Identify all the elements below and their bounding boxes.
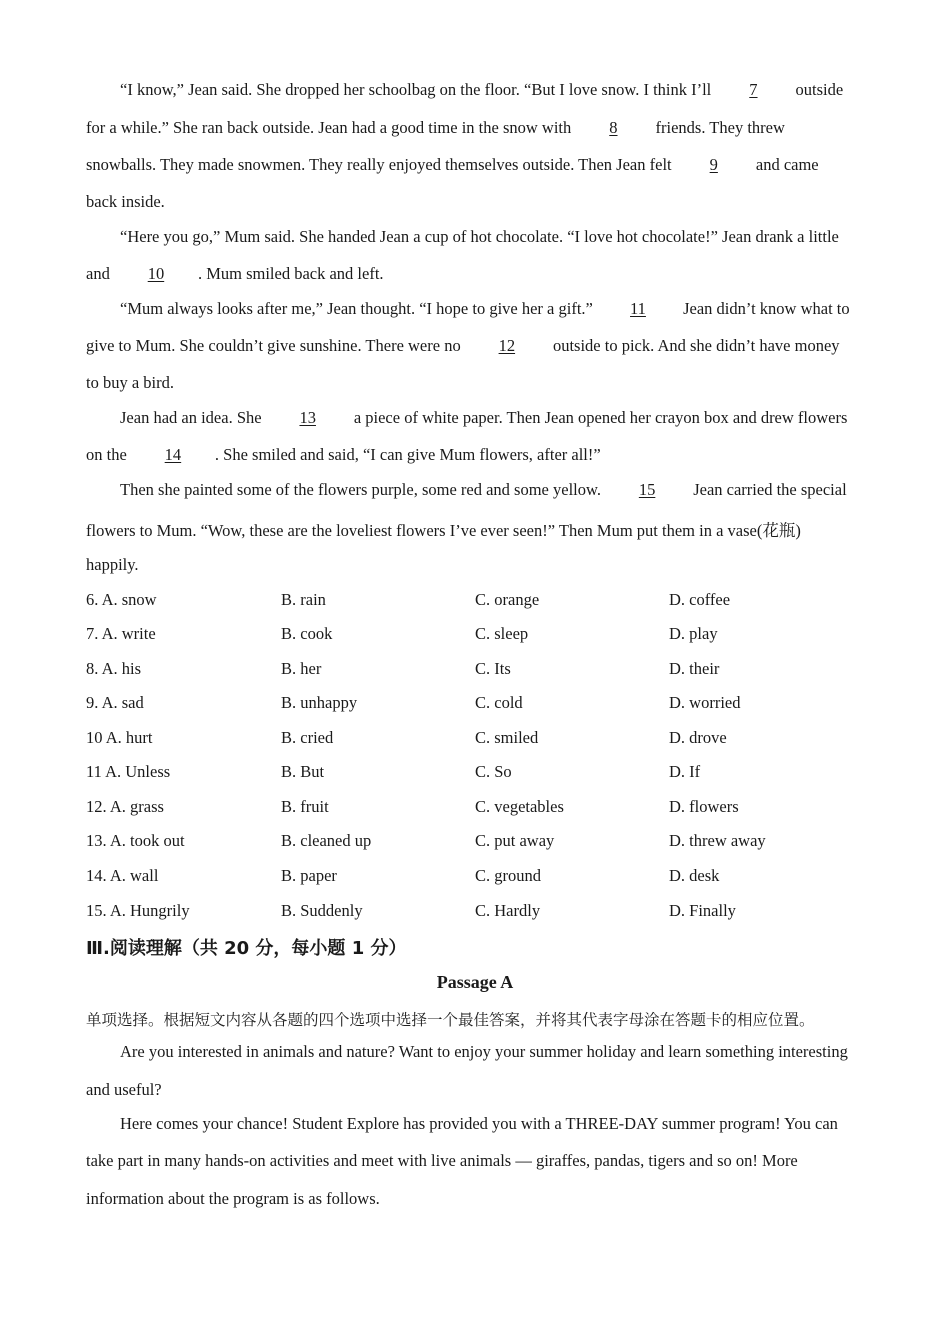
passage-line: Here comes your chance! Student Explore has provided you with a THREE-DAY summer program! You can [120,1114,838,1133]
option-a: 7. A. write [86,624,156,643]
cloze-line [86,155,819,175]
blank-7: 7 [749,80,758,99]
option-a: 8. A. his [86,659,142,678]
blank-11: 11 [630,299,646,318]
passage-line: take part in many hands-on activities and meet with live animals — giraffes, pandas, tigers and so on! More [86,1151,798,1170]
text: and [86,264,114,283]
option-d: D. threw away [669,831,766,850]
option-b: B. cried [281,728,334,747]
option-b: B. Suddenly [281,901,363,920]
option-c: C. Its [475,659,511,678]
option-a: 13. A. took out [86,831,185,850]
option-c: C. ground [475,866,541,885]
cloze-line [86,264,384,284]
option-c: C. orange [475,590,540,609]
cloze-line [120,299,850,319]
option-b: B. paper [281,866,337,885]
text: outside [791,80,844,99]
text: a piece of white paper. Then Jean opened her crayon box and drew flowers [349,408,848,427]
text: Then she painted some of the flowers purple, some red and some yellow. [120,480,606,499]
text: give to Mum. She couldn’t give sunshine. There were no [86,336,465,355]
blank-13: 13 [299,408,316,427]
option-d: D. If [669,762,701,781]
option-c: C. cold [475,693,523,712]
cloze-line [86,445,601,465]
text: on the [86,445,131,464]
option-b: B. her [281,659,322,678]
blank-15: 15 [638,480,656,499]
cloze-line [86,118,785,138]
cloze-line [120,80,843,100]
option-d: D. flowers [669,797,739,816]
option-d: D. Finally [669,901,736,920]
option-b: B. But [281,762,325,781]
option-d: D. worried [669,693,741,712]
cloze-line: happily. [86,555,139,574]
cloze-line [86,336,840,356]
cloze-line: flowers to Mum. “Wow, these are the loveliest flowers I’ve ever seen!” Then Mum put them in a vase(花瓶) [86,521,801,540]
option-b: B. cleaned up [281,831,372,850]
text: “Mum always looks after me,” Jean thought. “I hope to give her a gift.” [120,299,597,318]
section-heading: Ⅲ.阅读理解（共 20 分，每小题 1 分） [86,938,407,959]
cloze-line: “Here you go,” Mum said. She handed Jean a cup of hot chocolate. “I love hot chocolate!” Jean drank a little [120,227,839,246]
option-a: 11 A. Unless [86,762,171,781]
passage-line: and useful? [86,1080,162,1099]
option-a: 10 A. hurt [86,728,153,747]
cloze-line: to buy a bird. [86,373,174,392]
cloze-line [120,480,847,500]
passage-line: information about the program is as follows. [86,1189,380,1208]
cloze-line: back inside. [86,192,165,211]
option-c: C. vegetables [475,797,564,816]
option-d: D. coffee [669,590,731,609]
text: Jean carried the special [689,480,847,499]
text: outside to pick. And she didn’t have money [548,336,840,355]
option-c: C. So [475,762,512,781]
text: . She smiled and said, “I can give Mum flowers, after all!” [214,445,601,464]
blank-12: 12 [498,336,516,355]
option-d: D. desk [669,866,720,885]
option-c: C. Hardly [475,901,541,920]
blank-8: 8 [609,118,618,137]
text: and came [751,155,819,174]
text: Jean didn’t know what to [678,299,850,318]
blank-10: 10 [147,264,165,283]
text: . Mum smiled back and left. [197,264,384,283]
option-a: 9. A. sad [86,693,144,712]
instruction-text: 单项选择。根据短文内容从各题的四个选项中选择一个最佳答案，并将其代表字母涂在答题卡的相应位置。 [86,1011,815,1029]
option-c: C. smiled [475,728,539,747]
option-c: C. sleep [475,624,529,643]
option-b: B. fruit [281,797,329,816]
option-d: D. their [669,659,720,678]
option-b: B. rain [281,590,326,609]
text: Jean had an idea. She [120,408,266,427]
option-b: B. cook [281,624,333,643]
cloze-line [120,408,847,428]
blank-9: 9 [709,155,718,174]
passage-title: Passage A [436,972,514,992]
text: snowballs. They made snowmen. They really enjoyed themselves outside. Then Jean felt [86,155,676,174]
text: for a while.” She ran back outside. Jean had a good time in the snow with [86,118,576,137]
option-a: 6. A. snow [86,590,157,609]
option-b: B. unhappy [281,693,358,712]
option-a: 12. A. grass [86,797,164,816]
passage-line: Are you interested in animals and nature? Want to enjoy your summer holiday and learn something interesting [120,1042,848,1061]
text: friends. They threw [651,118,785,137]
option-d: D. drove [669,728,727,747]
option-a: 14. A. wall [86,866,159,885]
option-a: 15. A. Hungrily [86,901,190,920]
blank-14: 14 [164,445,182,464]
text: “I know,” Jean said. She dropped her schoolbag on the floor. “But I love snow. I think I’ll [120,80,716,99]
option-c: C. put away [475,831,555,850]
option-d: D. play [669,624,718,643]
